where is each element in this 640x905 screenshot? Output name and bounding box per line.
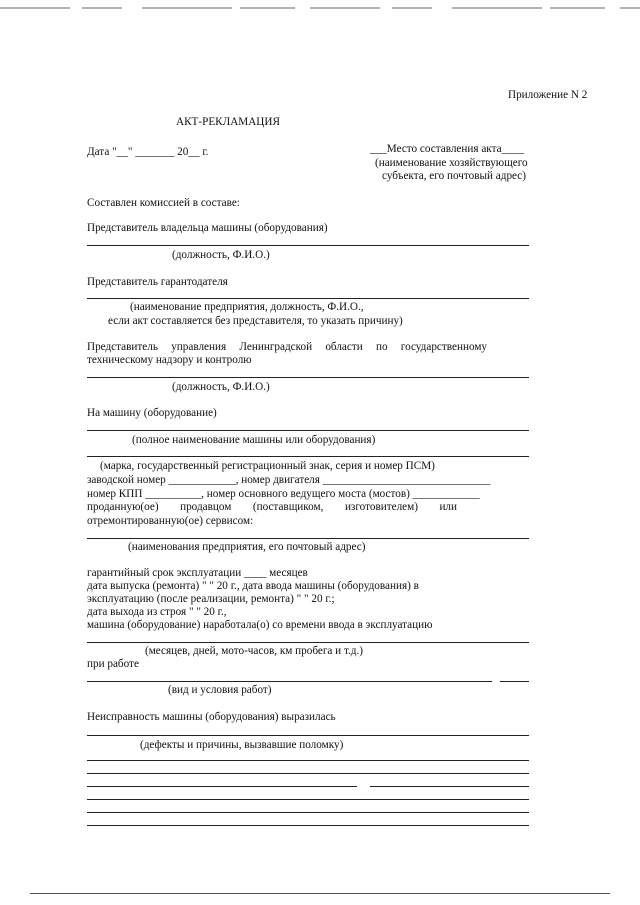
supervision-hint: (должность, Ф.И.О.) — [172, 381, 270, 393]
place-label: ___Место составления акта____ — [370, 143, 524, 155]
warranty-hint-1: (месяцев, дней, мото-часов, км пробега и т.д.) — [145, 645, 364, 657]
scan-bottom-border — [30, 893, 610, 894]
place-hint-2: субъекта, его почтовый адрес) — [382, 170, 526, 182]
place-hint-1: (наименование хозяйствующего — [375, 157, 528, 169]
machine-hint-2: (марка, государственный регистрационный знак, серия и номер ПСМ) — [100, 460, 435, 472]
machine-name-fill-line[interactable] — [87, 430, 529, 431]
defect-hint: (дефекты и причины, вызвавшие поломку) — [140, 739, 344, 751]
repaired-by-line: отремонтированную(ое) сервисом: — [87, 515, 254, 527]
commissioning-line: эксплуатацию (после реализации, ремонта) " " 20 г.; — [87, 593, 335, 605]
date-line: Дата "__" _______ 20__ г. — [87, 146, 209, 158]
machine-hint-1: (полное наименование машины или оборудования) — [132, 434, 376, 446]
seller-fill-line[interactable] — [87, 538, 529, 539]
guarantor-hint-2: если акт составляется без представителя, то указать причину) — [108, 315, 403, 327]
supervision-fill-line[interactable] — [87, 377, 529, 378]
owner-hint: (должность, Ф.И.О.) — [172, 249, 270, 261]
machine-hint-3: (наименования предприятия, его почтовый адрес) — [128, 541, 366, 553]
operating-time-fill-line[interactable] — [87, 642, 529, 643]
release-date-line: дата выпуска (ремонта) " " 20 г., дата ввода машины (оборудования) в — [87, 580, 419, 592]
operating-time-line: машина (оборудование) наработала(о) со времени ввода в эксплуатацию — [87, 619, 433, 631]
supervision-line-1: Представитель управления Ленинградской области по государственному — [87, 341, 487, 353]
work-type-fill-line[interactable] — [87, 681, 492, 682]
owner-label: Представитель владельца машины (оборудования) — [87, 222, 328, 234]
defect-description-line[interactable] — [87, 786, 357, 787]
guarantor-fill-line[interactable] — [87, 298, 529, 299]
scan-top-border — [0, 0, 640, 12]
defect-description-line[interactable] — [87, 773, 529, 774]
defect-description-line[interactable] — [87, 825, 529, 826]
appendix-label: Приложение N 2 — [508, 89, 588, 101]
defect-fill-line[interactable] — [87, 735, 529, 736]
supervision-line-2: техническому надзору и контролю — [87, 354, 252, 366]
failure-date-line: дата выхода из строя " " 20 г., — [87, 606, 227, 618]
commission-label: Составлен комиссией в составе: — [87, 197, 240, 209]
warranty-period-line: гарантийный срок эксплуатации ____ месяцев — [87, 567, 308, 579]
defect-description-line[interactable] — [370, 786, 529, 787]
owner-fill-line[interactable] — [87, 245, 529, 246]
guarantor-hint-1: (наименование предприятия, должность, Ф.И.О., — [130, 301, 364, 313]
defect-description-line[interactable] — [87, 760, 529, 761]
warranty-hint-2: (вид и условия работ) — [168, 684, 272, 696]
guarantor-label: Представитель гарантодателя — [87, 276, 228, 288]
serial-number-line: заводской номер ____________, номер двигателя ______________________________ — [87, 474, 491, 486]
defect-description-line[interactable] — [87, 799, 529, 800]
work-type-fill-line-end — [500, 681, 529, 682]
machine-brand-fill-line[interactable] — [87, 456, 529, 457]
defect-description-line[interactable] — [87, 812, 529, 813]
document-title: АКТ-РЕКЛАМАЦИЯ — [176, 116, 280, 128]
machine-label: На машину (оборудование) — [87, 407, 217, 419]
sold-by-line: проданную(ое) продавцом (поставщиком, изготовителем) или — [87, 501, 457, 513]
at-work-label: при работе — [87, 658, 139, 670]
gearbox-number-line: номер КПП __________, номер основного ведущего моста (мостов) ____________ — [87, 488, 480, 500]
defect-label: Неисправность машины (оборудования) выразилась — [87, 711, 336, 723]
